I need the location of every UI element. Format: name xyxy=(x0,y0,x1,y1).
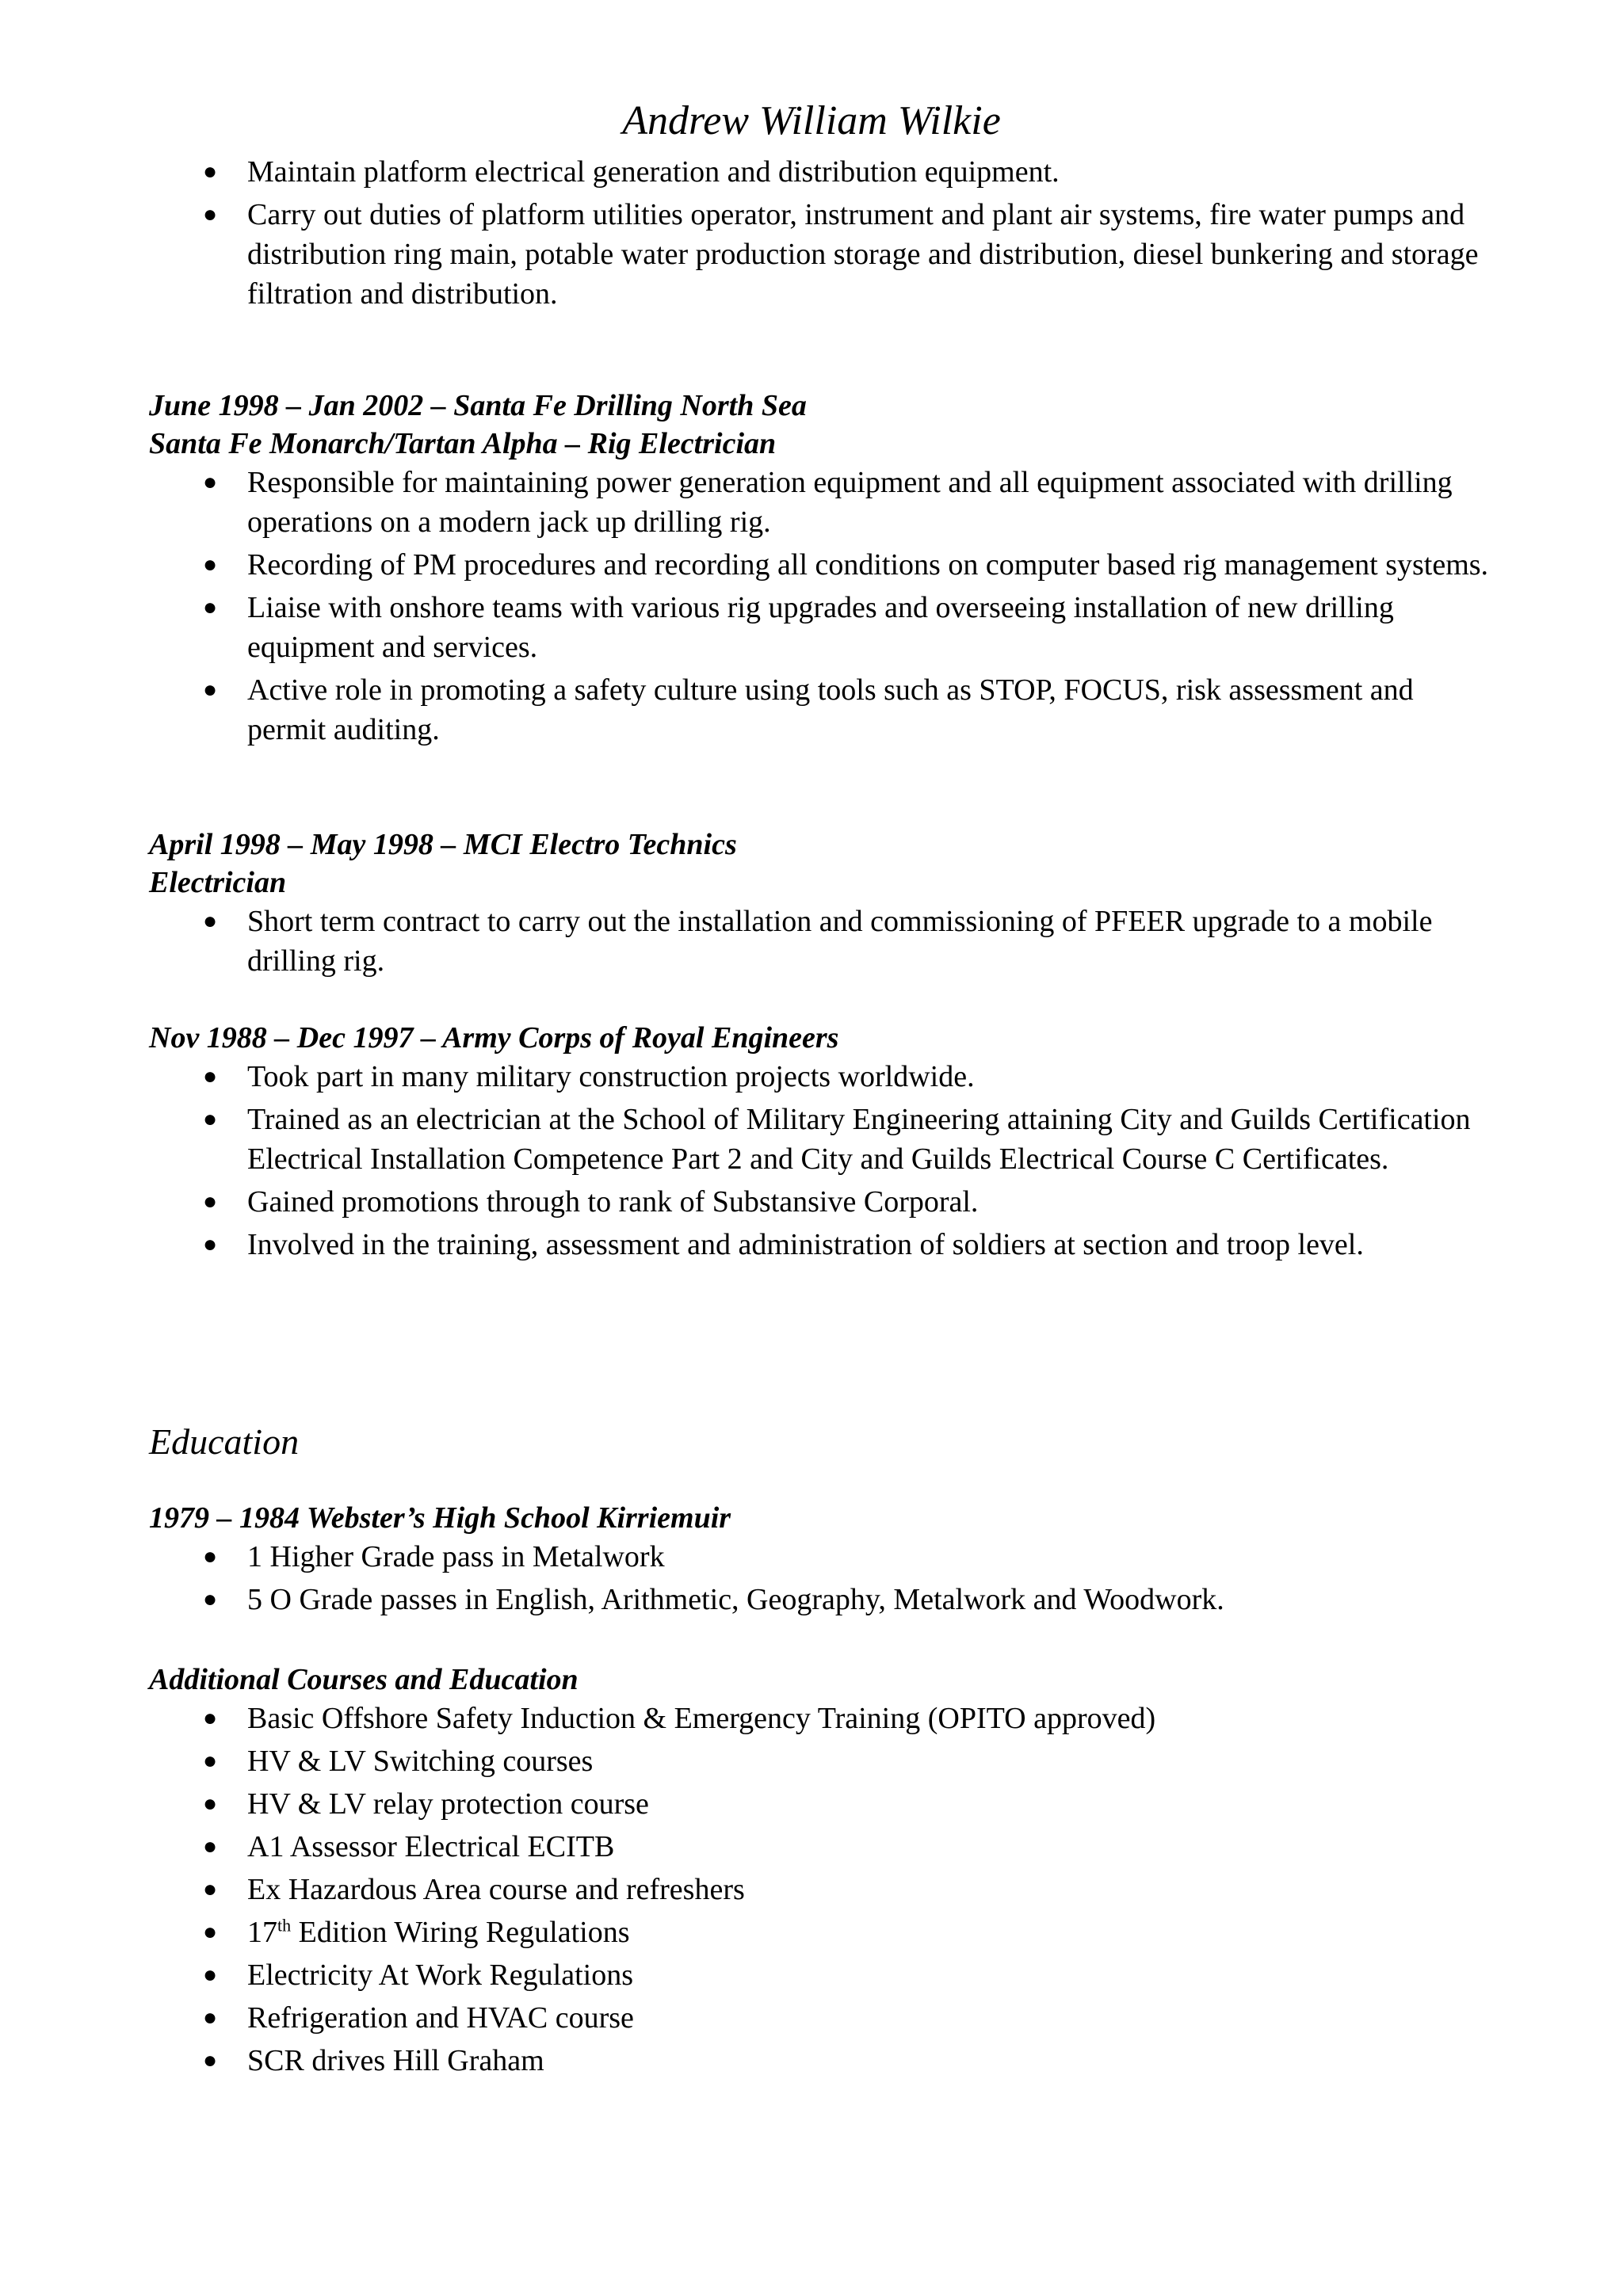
list-item: ● Recording of PM procedures and recording all conditions on computer based rig management systems. xyxy=(203,548,1489,582)
list-item: ● HV & LV Switching courses xyxy=(203,1745,594,1778)
job-role: Electrician xyxy=(149,866,287,899)
list-item: ● Maintain platform electrical generation and distribution equipment. xyxy=(203,155,1060,189)
job-army xyxy=(149,1019,1496,1268)
list-item: ● Involved in the training, assessment and administration of soldiers at section and troop level. xyxy=(203,1228,1364,1261)
list-item: ● Basic Offshore Safety Induction & Emergency Training (OPITO approved) xyxy=(203,1702,1156,1735)
list-item: ● Carry out duties of platform utilities operator, instrument and plant air systems, fire water pumps and distribution ring main, potable water production storage and distribution, diesel bunkering and storage filtration and distribution. xyxy=(203,198,1479,311)
job-mci xyxy=(149,826,1496,984)
job-heading: Nov 1988 – Dec 1997 – Army Corps of Royal Engineers xyxy=(149,1021,839,1055)
list-item-wiring: ● 17th Edition Wiring Regulations xyxy=(203,1915,630,1949)
section-title-education: Education xyxy=(149,1421,300,1462)
education-section xyxy=(149,1418,1496,1466)
candidate-name: Andrew William Wilkie xyxy=(622,98,1001,143)
school-heading: 1979 – 1984 Webster’s High School Kirriemuir xyxy=(149,1501,731,1535)
list-item: ● Responsible for maintaining power generation equipment and all equipment associated with drilling operations on a modern jack up drilling rig. xyxy=(203,466,1453,539)
list-item: ● Liaise with onshore teams with various rig upgrades and overseeing installation of new drilling equipment and services. xyxy=(203,591,1394,664)
list-item: ● HV & LV relay protection course xyxy=(203,1787,649,1821)
job-role: Santa Fe Monarch/Tartan Alpha – Rig Electrician xyxy=(149,427,777,460)
list-item: ● 5 O Grade passes in English, Arithmetic, Geography, Metalwork and Woodwork. xyxy=(203,1583,1224,1616)
intro-bullets xyxy=(149,152,1496,317)
list-item: ● Ex Hazardous Area course and refreshers xyxy=(203,1873,745,1906)
list-item: ● 1 Higher Grade pass in Metalwork xyxy=(203,1540,665,1573)
list-item: ● Refrigeration and HVAC course xyxy=(203,2001,634,2035)
list-item: ● Electricity At Work Regulations xyxy=(203,1958,633,1992)
list-item: ● Active role in promoting a safety culture using tools such as STOP, FOCUS, risk assessment and permit auditing. xyxy=(203,673,1414,746)
school-block xyxy=(149,1499,1496,1623)
additional-heading: Additional Courses and Education xyxy=(149,1663,579,1696)
list-item: ● Trained as an electrician at the School of Military Engineering attaining City and Guilds Certification Electrical Installation Competence Part 2 and City and Guilds Electrical Course C Certificates. xyxy=(203,1103,1471,1176)
list-item: ● Gained promotions through to rank of Substansive Corporal. xyxy=(203,1185,979,1219)
list-item: ● A1 Assessor Electrical ECITB xyxy=(203,1830,615,1863)
job-heading: April 1998 – May 1998 – MCI Electro Technics xyxy=(149,828,737,861)
job-santa-fe xyxy=(149,387,1496,753)
list-item: ● SCR drives Hill Graham xyxy=(203,2044,544,2077)
list-item: ● Short term contract to carry out the installation and commissioning of PFEER upgrade to a mobile drilling rig. xyxy=(203,905,1433,978)
list-item: ● Took part in many military construction projects worldwide. xyxy=(203,1060,975,1093)
additional-courses-block xyxy=(149,1661,1496,2084)
job-heading: June 1998 – Jan 2002 – Santa Fe Drilling North Sea xyxy=(149,389,807,422)
